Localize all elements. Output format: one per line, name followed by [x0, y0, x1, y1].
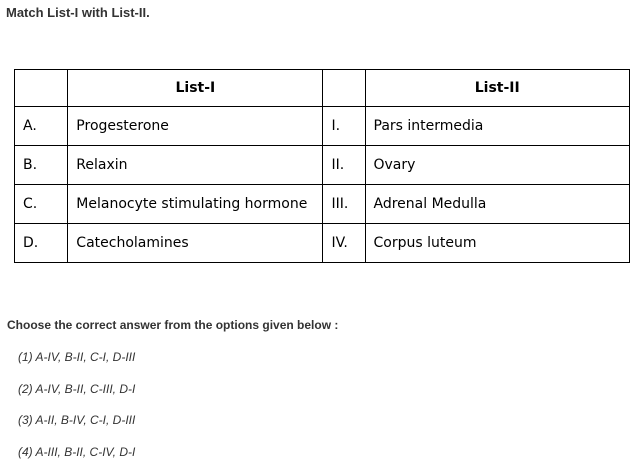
list1-header: List-I [68, 70, 323, 107]
list2-header: List-II [365, 70, 630, 107]
list1-item: Progesterone [68, 107, 323, 146]
answer-prompt: Choose the correct answer from the options given below : [7, 318, 339, 332]
match-table [14, 69, 630, 263]
header-blank-cell [323, 70, 365, 107]
answer-option: (1) A-IV, B-II, C-I, D-III [18, 350, 136, 364]
table-row [15, 107, 630, 146]
table-header-row [15, 70, 630, 107]
list1-item: Catecholamines [68, 224, 323, 263]
list2-item: Ovary [365, 146, 630, 185]
table-row [15, 146, 630, 185]
table-row [15, 224, 630, 263]
header-blank-cell [15, 70, 68, 107]
list2-item: Adrenal Medulla [365, 185, 630, 224]
answer-option: (3) A-II, B-IV, C-I, D-III [18, 413, 136, 427]
answer-option: (4) A-III, B-II, C-IV, D-I [18, 444, 136, 459]
list1-label: B. [15, 146, 68, 185]
list2-label: IV. [323, 224, 365, 263]
table-row [15, 185, 630, 224]
list2-label: I. [323, 107, 365, 146]
list2-label: III. [323, 185, 365, 224]
list1-item: Melanocyte stimulating hormone [68, 185, 323, 224]
list2-label: II. [323, 146, 365, 185]
list1-label: C. [15, 185, 68, 224]
answer-option: (2) A-IV, B-II, C-III, D-I [18, 381, 136, 396]
list2-item: Corpus luteum [365, 224, 630, 263]
question-title: Match List-I with List-II. [6, 5, 150, 20]
options-list [18, 349, 135, 467]
list1-item: Relaxin [68, 146, 323, 185]
list1-label: D. [15, 224, 68, 263]
list1-label: A. [15, 107, 68, 146]
list2-item: Pars intermedia [365, 107, 630, 146]
